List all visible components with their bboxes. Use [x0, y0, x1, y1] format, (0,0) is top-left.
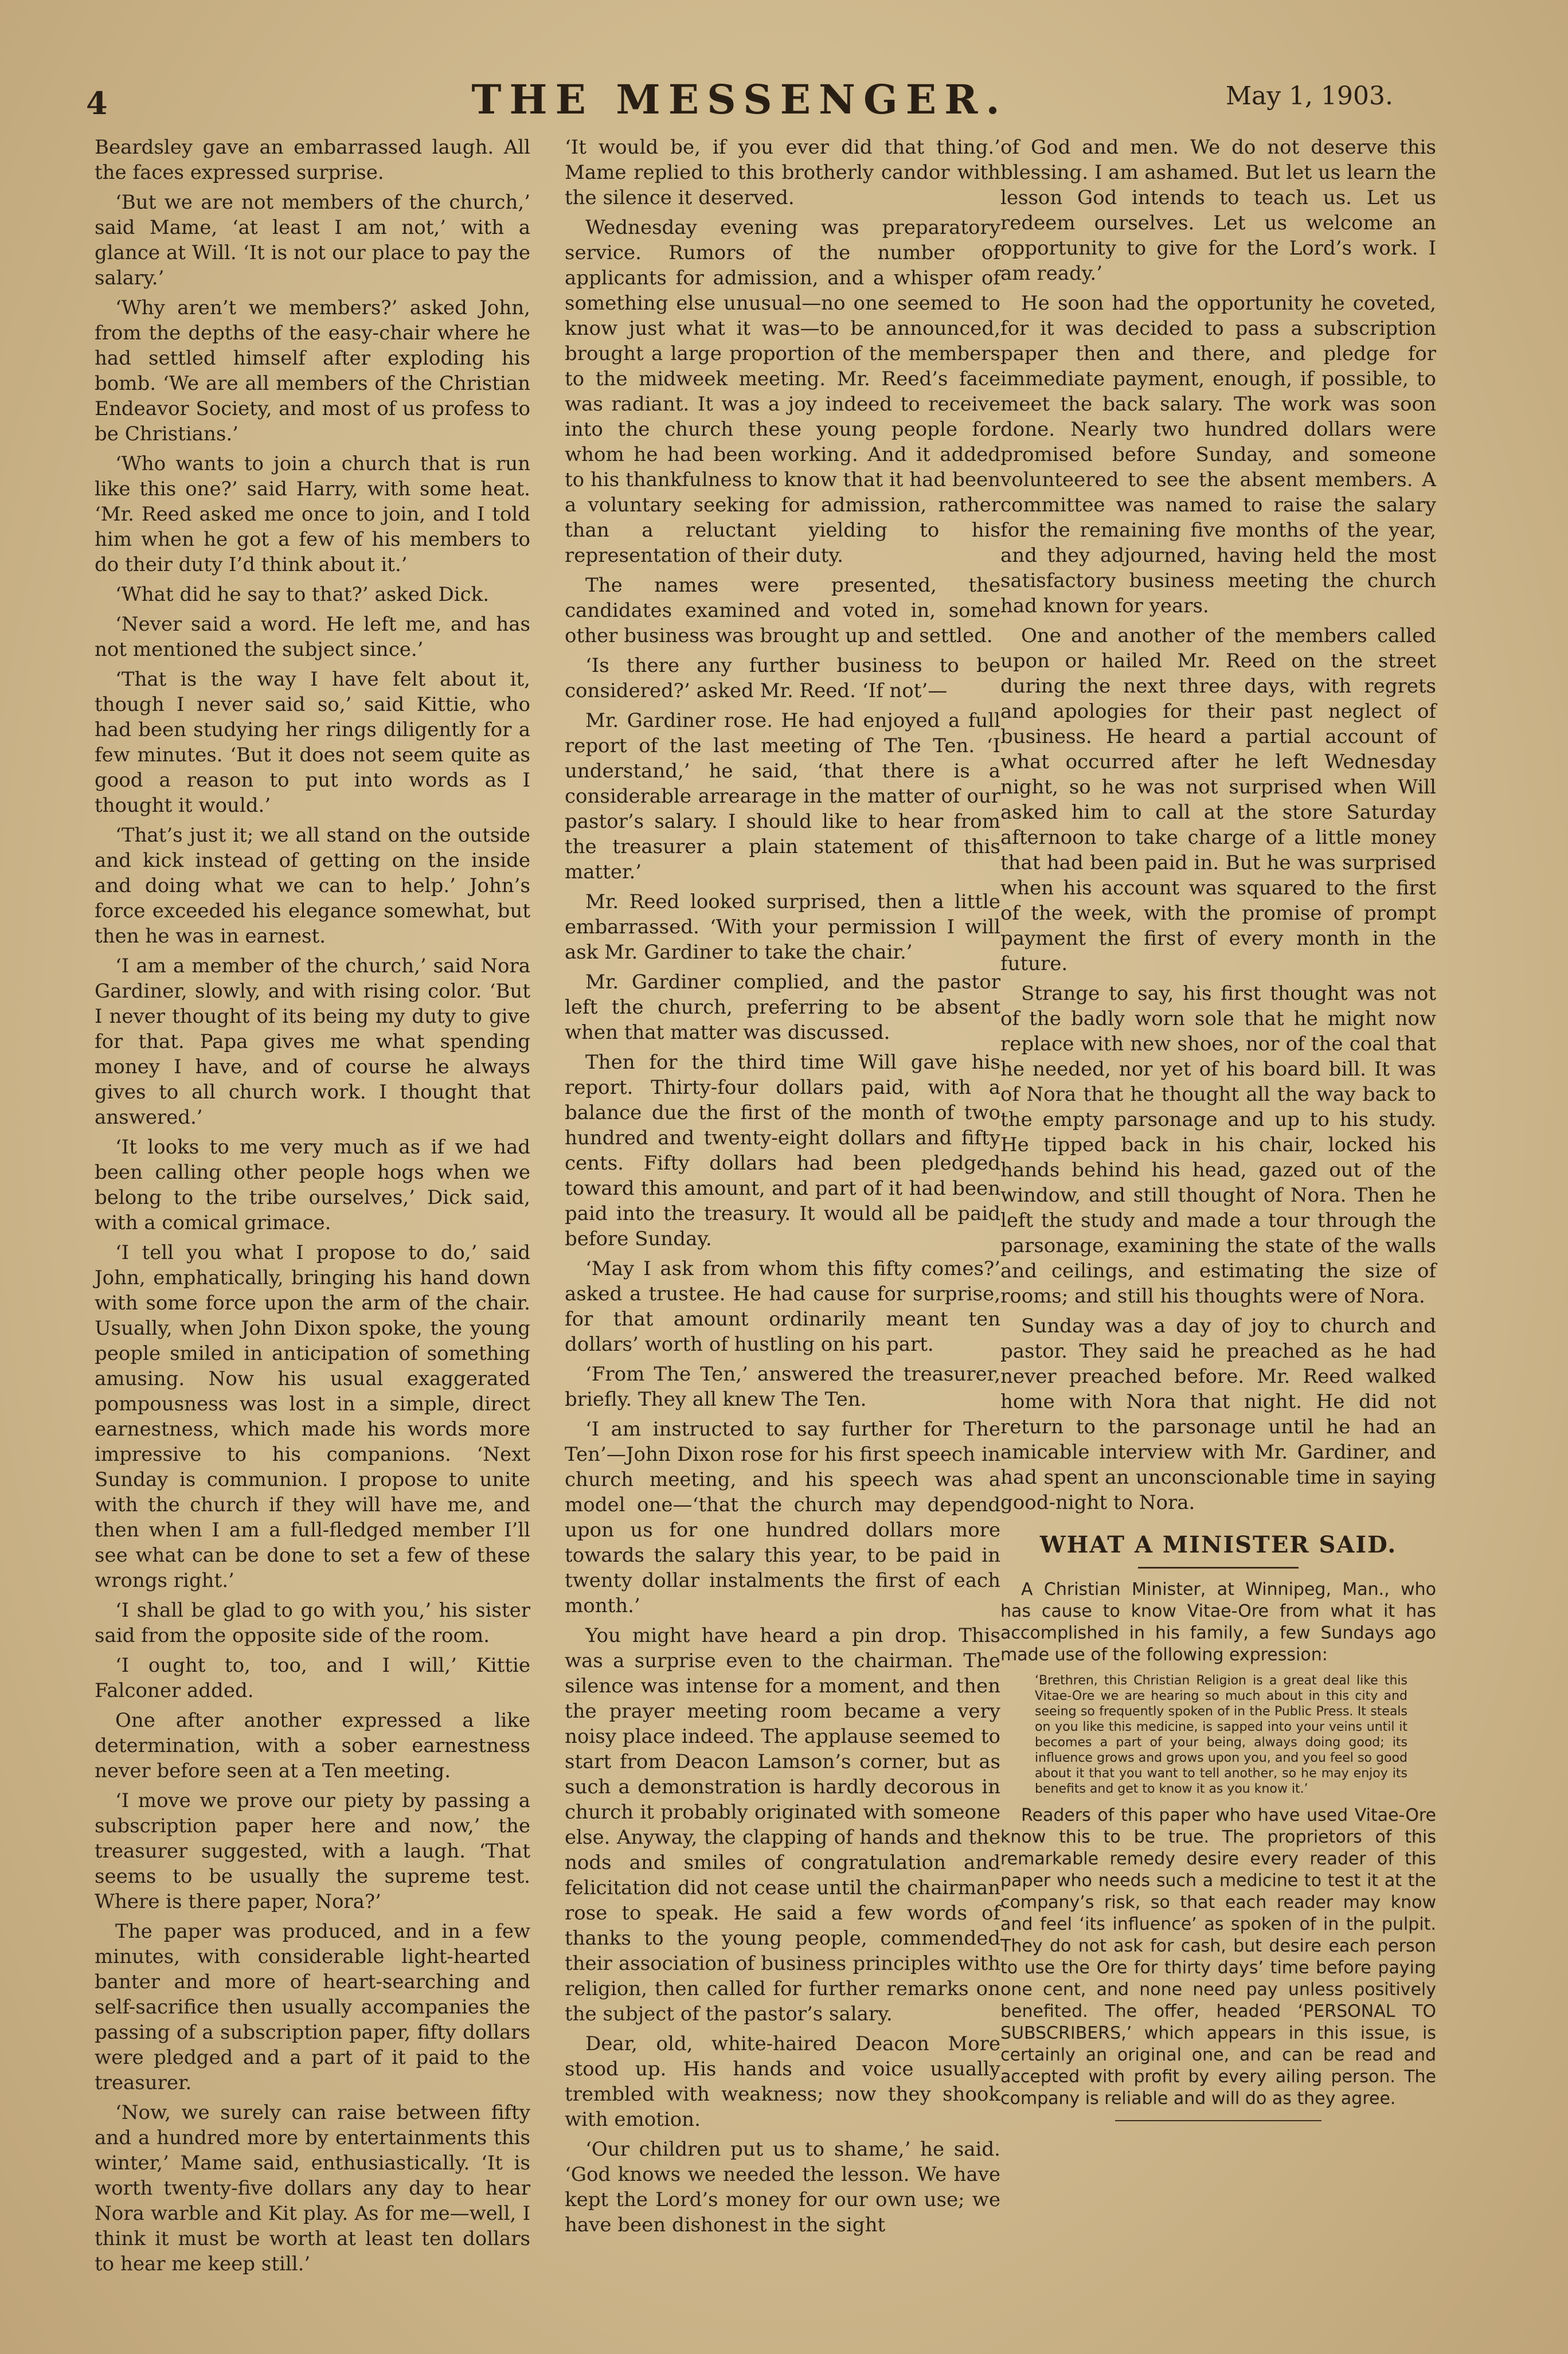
paragraph: Wednesday evening was preparatory service. Rumors of the number of applicants for admission, and a whisper of something else unusual—no one seemed to know just what it was—to be announced, brought a large proportion of the members to the midweek meeting. Mr. Reed’s face was radiant. It was a joy indeed to receive into the church these young people for whom he had been working. And it added to his thankfulness to know that it had been a voluntary seeking for admission, rather than a reluctant yielding to his representation of their duty. [565, 216, 1000, 567]
paragraph: Dear, old, white-haired Deacon More stood up. His hands and voice usually trembled with weakness; now they shook with emotion. [565, 2032, 1000, 2131]
paragraph: He soon had the opportunity he coveted, for it was decided to pass a subscription paper then and there, and pledge for immediate payment, enough, if possible, to meet the back salary. The work was soon done. Nearly two hundred dollars were promised before Sunday, and someone volunteered to see the absent members. A committee was named to raise the salary for the remaining five months of the year, and they adjourned, having held the most satisfactory business meeting the church had known for years. [1000, 292, 1436, 617]
paragraph: ‘From The Ten,’ answered the treasurer, briefly. They all knew The Ten. [565, 1363, 1000, 1411]
story-column-1 [95, 135, 530, 2281]
paragraph: ‘I move we prove our piety by passing a subscription paper here and now,’ the treasurer suggested, with a laugh. ‘That seems to be usually the supreme test. Where is there paper, Nora?’ [95, 1789, 530, 1913]
paragraph: Mr. Gardiner complied, and the pastor left the church, preferring to be absent when that matter was discussed. [565, 971, 1000, 1044]
paragraph: Beardsley gave an embarrassed laugh. All the faces expressed surprise. [95, 136, 530, 184]
ad-intro: A Christian Minister, at Winnipeg, Man., who has cause to know Vitae-Ore from what it has accomplished in his family, a few Sundays ago made use of the following expression: [1000, 1579, 1436, 1665]
paragraph: Mr. Gardiner rose. He had enjoyed a full report of the last meeting of The Ten. ‘I understand,’ he said, ‘that there is a considerable arrearage in the matter of our pastor’s salary. I should like to hear from the treasurer a plain statement of this matter.’ [565, 709, 1000, 883]
paragraph: Strange to say, his first thought was not of the badly worn sole that he might now replace with new shoes, nor of the coal that he needed, nor yet of his board bill. It was of Nora that he thought all the way back to the empty parsonage and up to his study. He tipped back in his chair, locked his hands behind his head, gazed out of the window, and still thought of Nora. Then he left the study and made a tour through the parsonage, examining the state of the walls and ceilings, and estimating the size of rooms; and still his thoughts were of Nora. [1000, 982, 1436, 1308]
paragraph: Mr. Reed looked surprised, then a little embarrassed. ‘With your permission I will ask Mr. Gardiner to take the chair.’ [565, 890, 1000, 964]
issue-date: May 1, 1903. [1225, 81, 1393, 111]
ad-quote: ‘Brethren, this Christian Religion is a great deal like this Vitae-Ore we are hearing so much about in this city and seeing so frequently spoken of in the Public Press. It steals on you like this medicine, is sapped into your veins until it becomes a part of your being, always doing good; its influence grows and grows upon you, and you feel so good about it that you want to tell another, so he may enjoy its benefits and get to know it as you know it.’ [1035, 1673, 1407, 1796]
paragraph: Sunday was a day of joy to church and pastor. They said he preached as he had never preached before. Mr. Reed walked home with Nora that night. He did not return to the parsonage until he had an amicable interview with Mr. Gardiner, and had spent an unconscionable time in saying good-night to Nora. [1000, 1315, 1436, 1514]
paragraph: ‘It would be, if you ever did that thing.’ Mame replied to this brotherly candor with the silence it deserved. [565, 136, 1000, 209]
paragraph: ‘I am a member of the church,’ said Nora Gardiner, slowly, and with rising color. ‘But I never thought of its being my duty to give for that. Papa gives me what spending money I have, and of course he always gives to all church work. I thought that answered.’ [95, 955, 530, 1129]
paragraph: ‘Is there any further business to be considered?’ asked Mr. Reed. ‘If not’— [565, 654, 1000, 702]
ad-body: Readers of this paper who have used Vitae-Ore know this to be true. The proprietors of this remarkable remedy desire every reader of this paper who needs such a medicine to test it at the company’s risk, so that each reader may know and feel ‘its influence’ as spoken of in the pulpit. They do not ask for cash, but desire each person to use the Ore for thirty days’ time before paying one cent, and none need pay unless positively benefited. The offer, headed ‘PERSONAL TO SUBSCRIBERS,’ which appears in this issue, is certainly an original one, and can be read and accepted with profit by every ailing person. The company is reliable and will do as they agree. [1000, 1805, 1436, 2109]
paragraph: ‘It looks to me very much as if we had been calling other people hogs when we belong to the tribe ourselves,’ Dick said, with a comical grimace. [95, 1136, 530, 1234]
paragraph: ‘I tell you what I propose to do,’ said John, emphatically, bringing his hand down with some force upon the arm of the chair. Usually, when John Dixon spoke, the young people smiled in anticipation of something amusing. Now his usual exaggerated pompousness was lost in a simple, direct earnestness, which made his words more impressive to his companions. ‘Next Sunday is communion. I propose to unite with the church if they will have me, and then when I am a full-fledged member I’ll see what can be done to set a few of these wrongs right.’ [95, 1241, 530, 1592]
paragraph: You might have heard a pin drop. This was a surprise even to the chairman. The silence was intense for a moment, and then the prayer meeting room became a very noisy place indeed. The applause seemed to start from Deacon Lamson’s corner, but as such a demonstration is hardly decorous in church it probably originated with someone else. Anyway, the clapping of hands and the nods and smiles of congratulation and felicitation did not cease until the chairman rose to speak. He said a few words of thanks to the young people, commended their association of business principles with religion, then called for further remarks on the subject of the pastor’s salary. [565, 1624, 1000, 2025]
paragraph: ‘But we are not members of the church,’ said Mame, ‘at least I am not,’ with a glance at Will. ‘It is not our place to pay the salary.’ [95, 191, 530, 290]
paragraph: ‘Now, we surely can raise between fifty and a hundred more by entertainments this winter,’ Mame said, enthusiastically. ‘It is worth twenty-five dollars any day to hear Nora warble and Kit play. As for me—well, I think it must be worth at least ten dollars to hear me keep still.’ [95, 2101, 530, 2275]
paragraph: ‘I ought to, too, and I will,’ Kittie Falconer added. [95, 1654, 530, 1702]
paragraph: ‘Our children put us to shame,’ he said. ‘God knows we needed the lesson. We have kept the Lord’s money for our own use; we have been dishonest in the sight [565, 2138, 1000, 2236]
headline-divider [1138, 1567, 1299, 1569]
paragraph: One after another expressed a like determination, with a sober earnestness never before seen at a Ten meeting. [95, 1709, 530, 1782]
paragraph: ‘Why aren’t we members?’ asked John, from the depths of the easy-chair where he had settled himself after exploding his bomb. ‘We are all members of the Christian Endeavor Society, and most of us profess to be Christians.’ [95, 296, 530, 445]
end-divider [1115, 2120, 1321, 2121]
page-number: 4 [86, 85, 108, 122]
paragraph: ‘That is the way I have felt about it, though I never said so,’ said Kittie, who had been studying her rings diligently for a few minutes. ‘But it does not seem quite as good a reason to put into words as I thought it would.’ [95, 668, 530, 817]
advertisement [1000, 1532, 1436, 2121]
paragraph: The paper was produced, and in a few minutes, with considerable light-hearted banter and more of heart-searching and self-sacrifice then usually accompanies the passing of a subscription paper, fifty dollars were pledged and a part of it paid to the treasurer. [95, 1920, 530, 2094]
paragraph: ‘May I ask from whom this fifty comes?’ asked a trustee. He had cause for surprise, for that amount ordinarily meant ten dollars’ worth of hustling on his part. [565, 1257, 1000, 1356]
paragraph: ‘Who wants to join a church that is run like this one?’ said Harry, with some heat. ‘Mr. Reed asked me once to join, and I told him when he got a few of his members to do their duty I’d think about it.’ [95, 452, 530, 576]
paragraph: ‘I am instructed to say further for The Ten’—John Dixon rose for his first speech in church meeting, and his speech was a model one—‘that the church may depend upon us for one hundred dollars more towards the salary this year, to be paid in twenty dollar instalments the first of each month.’ [565, 1418, 1000, 1617]
ad-headline: WHAT A MINISTER SAID. [1039, 1531, 1397, 1558]
paragraph: ‘I shall be glad to go with you,’ his sister said from the opposite side of the room. [95, 1599, 530, 1647]
story-column-2 [565, 135, 1000, 2242]
paragraph: ‘That’s just it; we all stand on the outside and kick instead of getting on the inside and doing what we can to help.’ John’s force exceeded his elegance somewhat, but then he was in earnest. [95, 824, 530, 948]
paragraph: ‘Never said a word. He left me, and has not mentioned the subject since.’ [95, 613, 530, 661]
paragraph: ‘What did he say to that?’ asked Dick. [115, 583, 490, 606]
paragraph: Then for the third time Will gave his report. Thirty-four dollars paid, with a balance due the first of the month of two hundred and twenty-eight dollars and fifty cents. Fifty dollars had been pledged toward this amount, and part of it had been paid into the treasury. It would all be paid before Sunday. [565, 1051, 1000, 1250]
paragraph: The names were presented, the candidates examined and voted in, some other business was brought up and settled. [565, 574, 1000, 647]
paragraph: of God and men. We do not deserve this blessing. I am ashamed. But let us learn the lesson God intends to teach us. Let us redeem ourselves. Let us welcome an opportunity to give for the Lord’s work. I am ready.’ [1000, 136, 1436, 285]
newspaper-title: THE MESSENGER. [471, 76, 1008, 123]
story-column-3 [1000, 135, 1436, 2121]
masthead [86, 69, 1393, 132]
paragraph: One and another of the members called upon or hailed Mr. Reed on the street during the next three days, with regrets and apologies for their past neglect of business. He heard a partial account of what occurred after he left Wednesday night, so he was not surprised when Will asked him to call at the store Saturday afternoon to take charge of a little money that had been paid in. But he was surprised when his account was squared to the first of the week, with the promise of prompt payment the first of every month in the future. [1000, 624, 1436, 975]
